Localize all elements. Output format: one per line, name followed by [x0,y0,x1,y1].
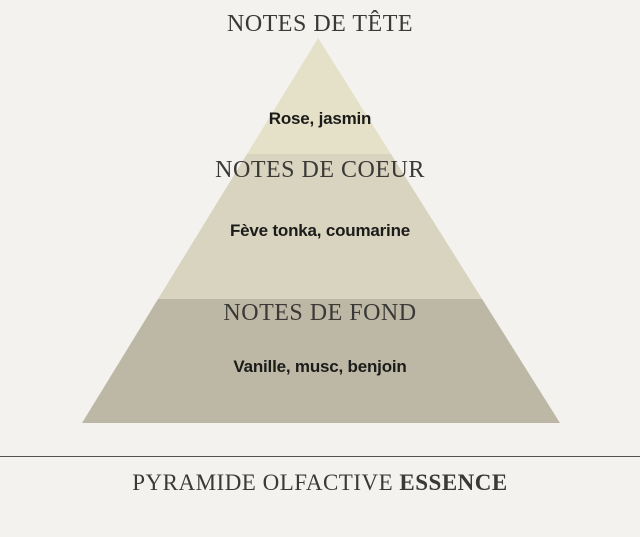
footer-caption [0,470,640,496]
top-notes-heading: NOTES DE TÊTE [226,11,414,37]
pyramid-tier-top [82,38,560,154]
footer-caption-regular: PYRAMIDE OLFACTIVE [132,470,400,495]
heart-notes-label: Fève tonka, coumarine [229,221,411,240]
base-notes-heading: NOTES DE FOND [223,300,417,326]
top-notes-label: Rose, jasmin [268,109,372,128]
footer-caption-bold: ESSENCE [399,470,508,495]
footer-divider-line [0,456,640,457]
heart-notes-heading: NOTES DE COEUR [215,157,425,183]
base-notes-label: Vanille, musc, benjoin [233,357,407,376]
